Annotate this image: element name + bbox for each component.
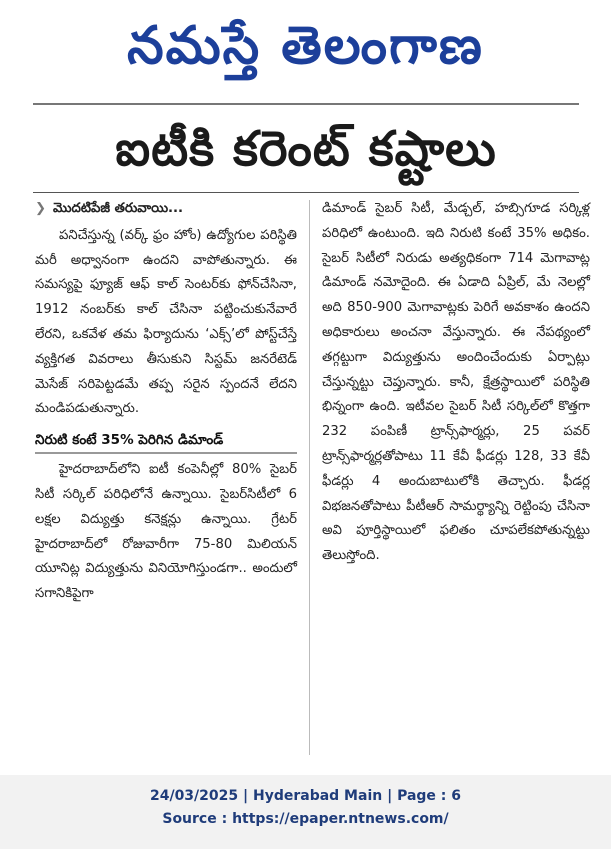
continued-from-label: [35, 197, 297, 222]
sub-headline: నిరుటి కంటే 35% పెరిగిన డిమాండ్: [35, 428, 297, 454]
paragraph: పనిచేస్తున్న (వర్క్ ఫ్రం హోం) ఉద్యోగుల పరిస్థితి మరీ అధ్వానంగా ఉందని వాపోతున్నారు. ఈ సమస్యపై ఫ్యూజ్ ఆఫ్ కాల్ సెంటర్‌కు ఫోన్‌చేసినా, 1912 నంబర్‌కు కాల్ చేసినా పట్టించుకునేవారే లేరని, ఒకవేళ తమ ఫిర్యాదును ‘ఎక్స్’లో పోస్ట్‌చేస్తే వ్యక్తిగత వివరాలు తీసుకుని సిస్టమ్ జనరేటెడ్ మెసేజ్ సరిపెట్టడమే తప్ప సరైన స్పందనే లేదని మండిపడుతున్నారు.: [35, 227, 297, 417]
continued-text: మొదటిపేజీ తరువాయి...: [53, 201, 184, 216]
divider-under-headline: [33, 192, 579, 193]
article-column-right: [322, 197, 590, 569]
article-headline: ఐటీకి కరెంట్ కష్టాలు: [115, 121, 497, 177]
divider-top: [33, 103, 579, 105]
paragraph: హైదరాబాద్‌లోని ఐటీ కంపెనీల్లో 80% సైబర్ సిటీ సర్కిల్ పరిధిలోనే ఉన్నాయి. సైబర్‌సిటీలో 6 లక్షల విద్యుత్తు కనెక్షన్లు ఉన్నాయి. గ్రేటర్ హైదరాబాద్‌లో రోజువారీగా 75-80 మిలియన్ యూనిట్ల విద్యుత్తును వినియోగిస్తుండగా.. అందులో సగానికిపైగా: [35, 462, 297, 602]
newspaper-logo: నమస్తే తెలంగాణ: [127, 15, 484, 76]
footer-date-edition: 24/03/2025 | Hyderabad Main | Page : 6: [149, 788, 462, 804]
column-divider: [309, 200, 310, 755]
masthead: [0, 0, 611, 92]
paragraph: డిమాండ్ సైబర్ సిటీ, మేడ్చల్, హబ్సిగూడ సర్కిళ్ల పరిధిలో ఉంటుంది. ఇది నిరుటి కంటే 35% అధికం. సైబర్ సిటీలో నిరుడు అత్యధికంగా 714 మెగావాట్ల డిమాండ్ నమోదైంది. ఈ ఏడాది ఏప్రిల్, మే నెలల్లో అది 850-900 మెగావాట్లకు పెరిగే అవకాశం ఉందని అధికారులు అంచనా వేస్తున్నారు. ఈ నేపథ్యంలో తగ్గట్టుగా విద్యుత్తును అందించేందుకు ఏర్పాట్లు చేస్తున్నట్టు చెప్తున్నారు. కానీ, క్షేత్రస్థాయిలో పరిస్థితి భిన్నంగా ఉంది. ఇటీవల సైబర్ సిటీ సర్కిల్‌లో కొత్తగా 232 పంపిణీ ట్రాన్స్‌ఫార్మర్లు, 25 పవర్ ట్రాన్స్‌ఫార్మర్లతోపాటు 11 కేవీ ఫీడర్లు 128, 33 కేవీ ఫీడర్లు 4 అందుబాటులోకి తెచ్చారు. ఫీడర్ల విభజనతోపాటు పీటీఆర్ సామర్థ్యాన్ని రెట్టింపు చేసినా అవి పూర్తిస్థాయిలో ఫలితం చూపలేకపోతున్నట్టు తెలుస్తోంది.: [322, 201, 590, 564]
footer-source-link[interactable]: Source : https://epaper.ntnews.com/: [162, 811, 449, 827]
chevron-right-icon: ❯: [35, 201, 47, 216]
article-column-left: [35, 197, 297, 607]
